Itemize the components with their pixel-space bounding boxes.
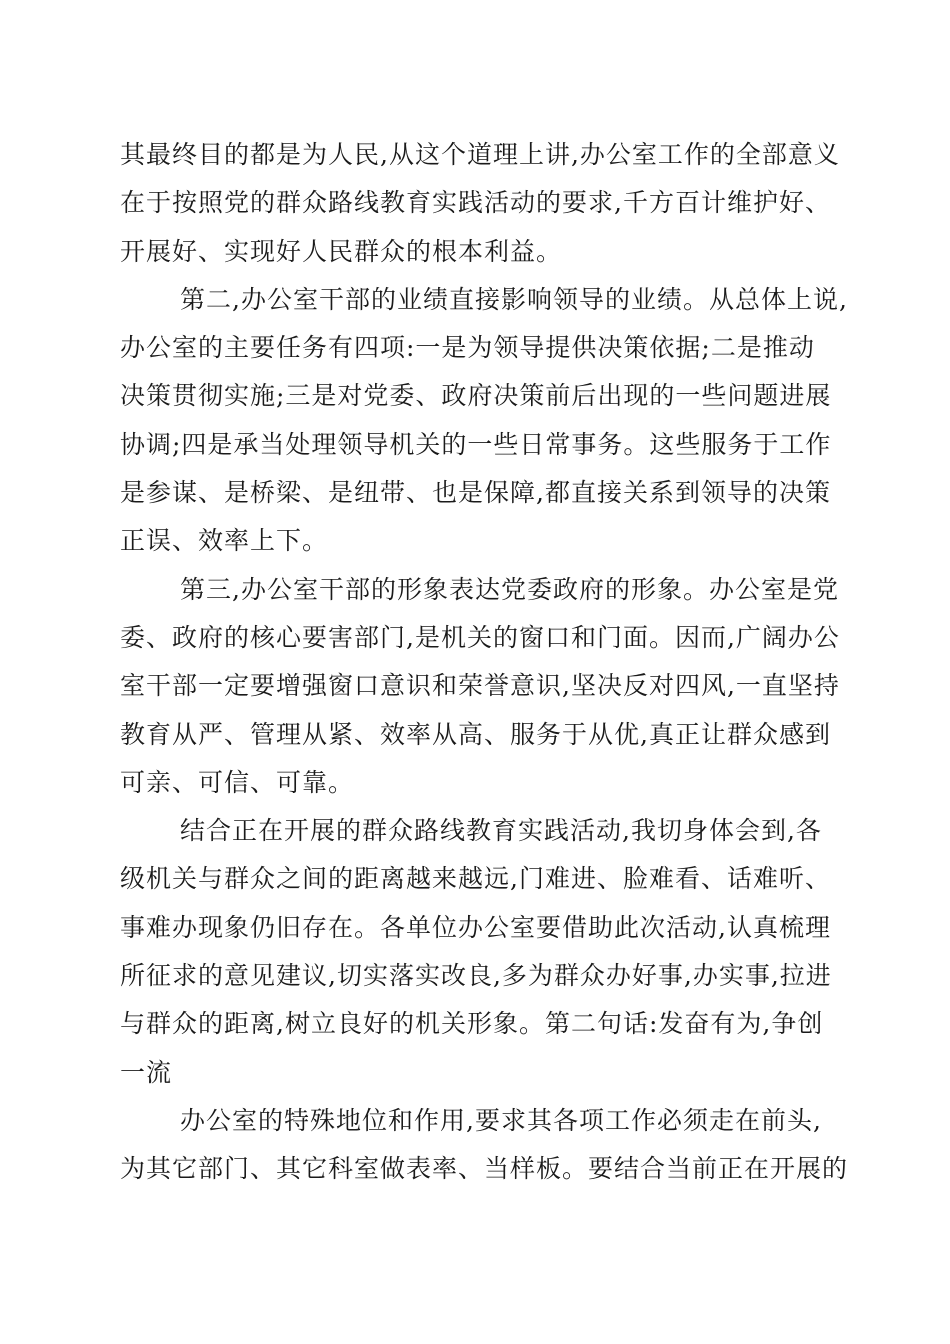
paragraph-3 <box>120 566 840 807</box>
text-line-first: 结合正在开展的群众路线教育实践活动,我切身体会到,各 <box>180 816 822 846</box>
paragraph-1 <box>120 131 840 276</box>
text-line-first: 第三,办公室干部的形象表达党委政府的形象。办公室是党 <box>180 574 839 604</box>
paragraph-2 <box>120 276 848 566</box>
text-line: 委、政府的核心要害部门,是机关的窗口和门面。因而,广阔办公 <box>120 622 840 652</box>
text-line-first: 办公室的特殊地位和作用,要求其各项工作必须走在前头, <box>180 1105 822 1135</box>
text-line: 所征求的意见建议,切实落实改良,多为群众办好事,办实事,拉进 <box>120 961 832 991</box>
text-line: 其最终目的都是为人民,从这个道理上讲,办公室工作的全部意义 <box>120 140 840 169</box>
paragraph-4 <box>120 807 836 1097</box>
text-line: 与群众的距离,树立良好的机关形象。第二句话:发奋有为,争创 <box>120 1009 824 1039</box>
text-line-first: 第二,办公室干部的业绩直接影响领导的业绩。从总体上说, <box>180 284 848 314</box>
text-line: 决策贯彻实施;三是对党委、政府决策前后出现的一些问题进展 <box>120 381 832 411</box>
text-line: 一流 <box>120 1057 173 1087</box>
text-line: 可亲、可信、可靠。 <box>120 767 355 797</box>
text-line: 开展好、实现好人民群众的根本利益。 <box>120 236 563 266</box>
text-line: 为其它部门、其它科室做表率、当样板。要结合当前正在开展的 <box>120 1154 849 1184</box>
text-line: 协调;四是承当处理领导机关的一些日常事务。这些服务于工作 <box>120 429 832 459</box>
text-line: 级机关与群众之间的距离越来越远,门难进、脸难看、话难听、 <box>120 864 831 894</box>
text-line: 是参谋、是桥梁、是纽带、也是保障,都直接关系到领导的决策 <box>120 478 831 508</box>
text-line: 正误、效率上下。 <box>120 526 329 556</box>
text-line: 办公室的主要任务有四项:一是为领导提供决策依据;二是推动 <box>120 333 815 363</box>
text-line: 事难办现象仍旧存在。各单位办公室要借助此次活动,认真梳理 <box>120 912 831 942</box>
body-text <box>120 131 849 1194</box>
text-line: 室干部一定要增强窗口意识和荣誉意识,坚决反对四风,一直坚持 <box>120 671 840 701</box>
text-line: 在于按照党的群众路线教育实践活动的要求,千方百计维护好、 <box>120 188 831 218</box>
text-line: 教育从严、管理从紧、效率从高、服务于从优,真正让群众感到 <box>120 719 831 749</box>
paragraph-5 <box>120 1097 849 1194</box>
